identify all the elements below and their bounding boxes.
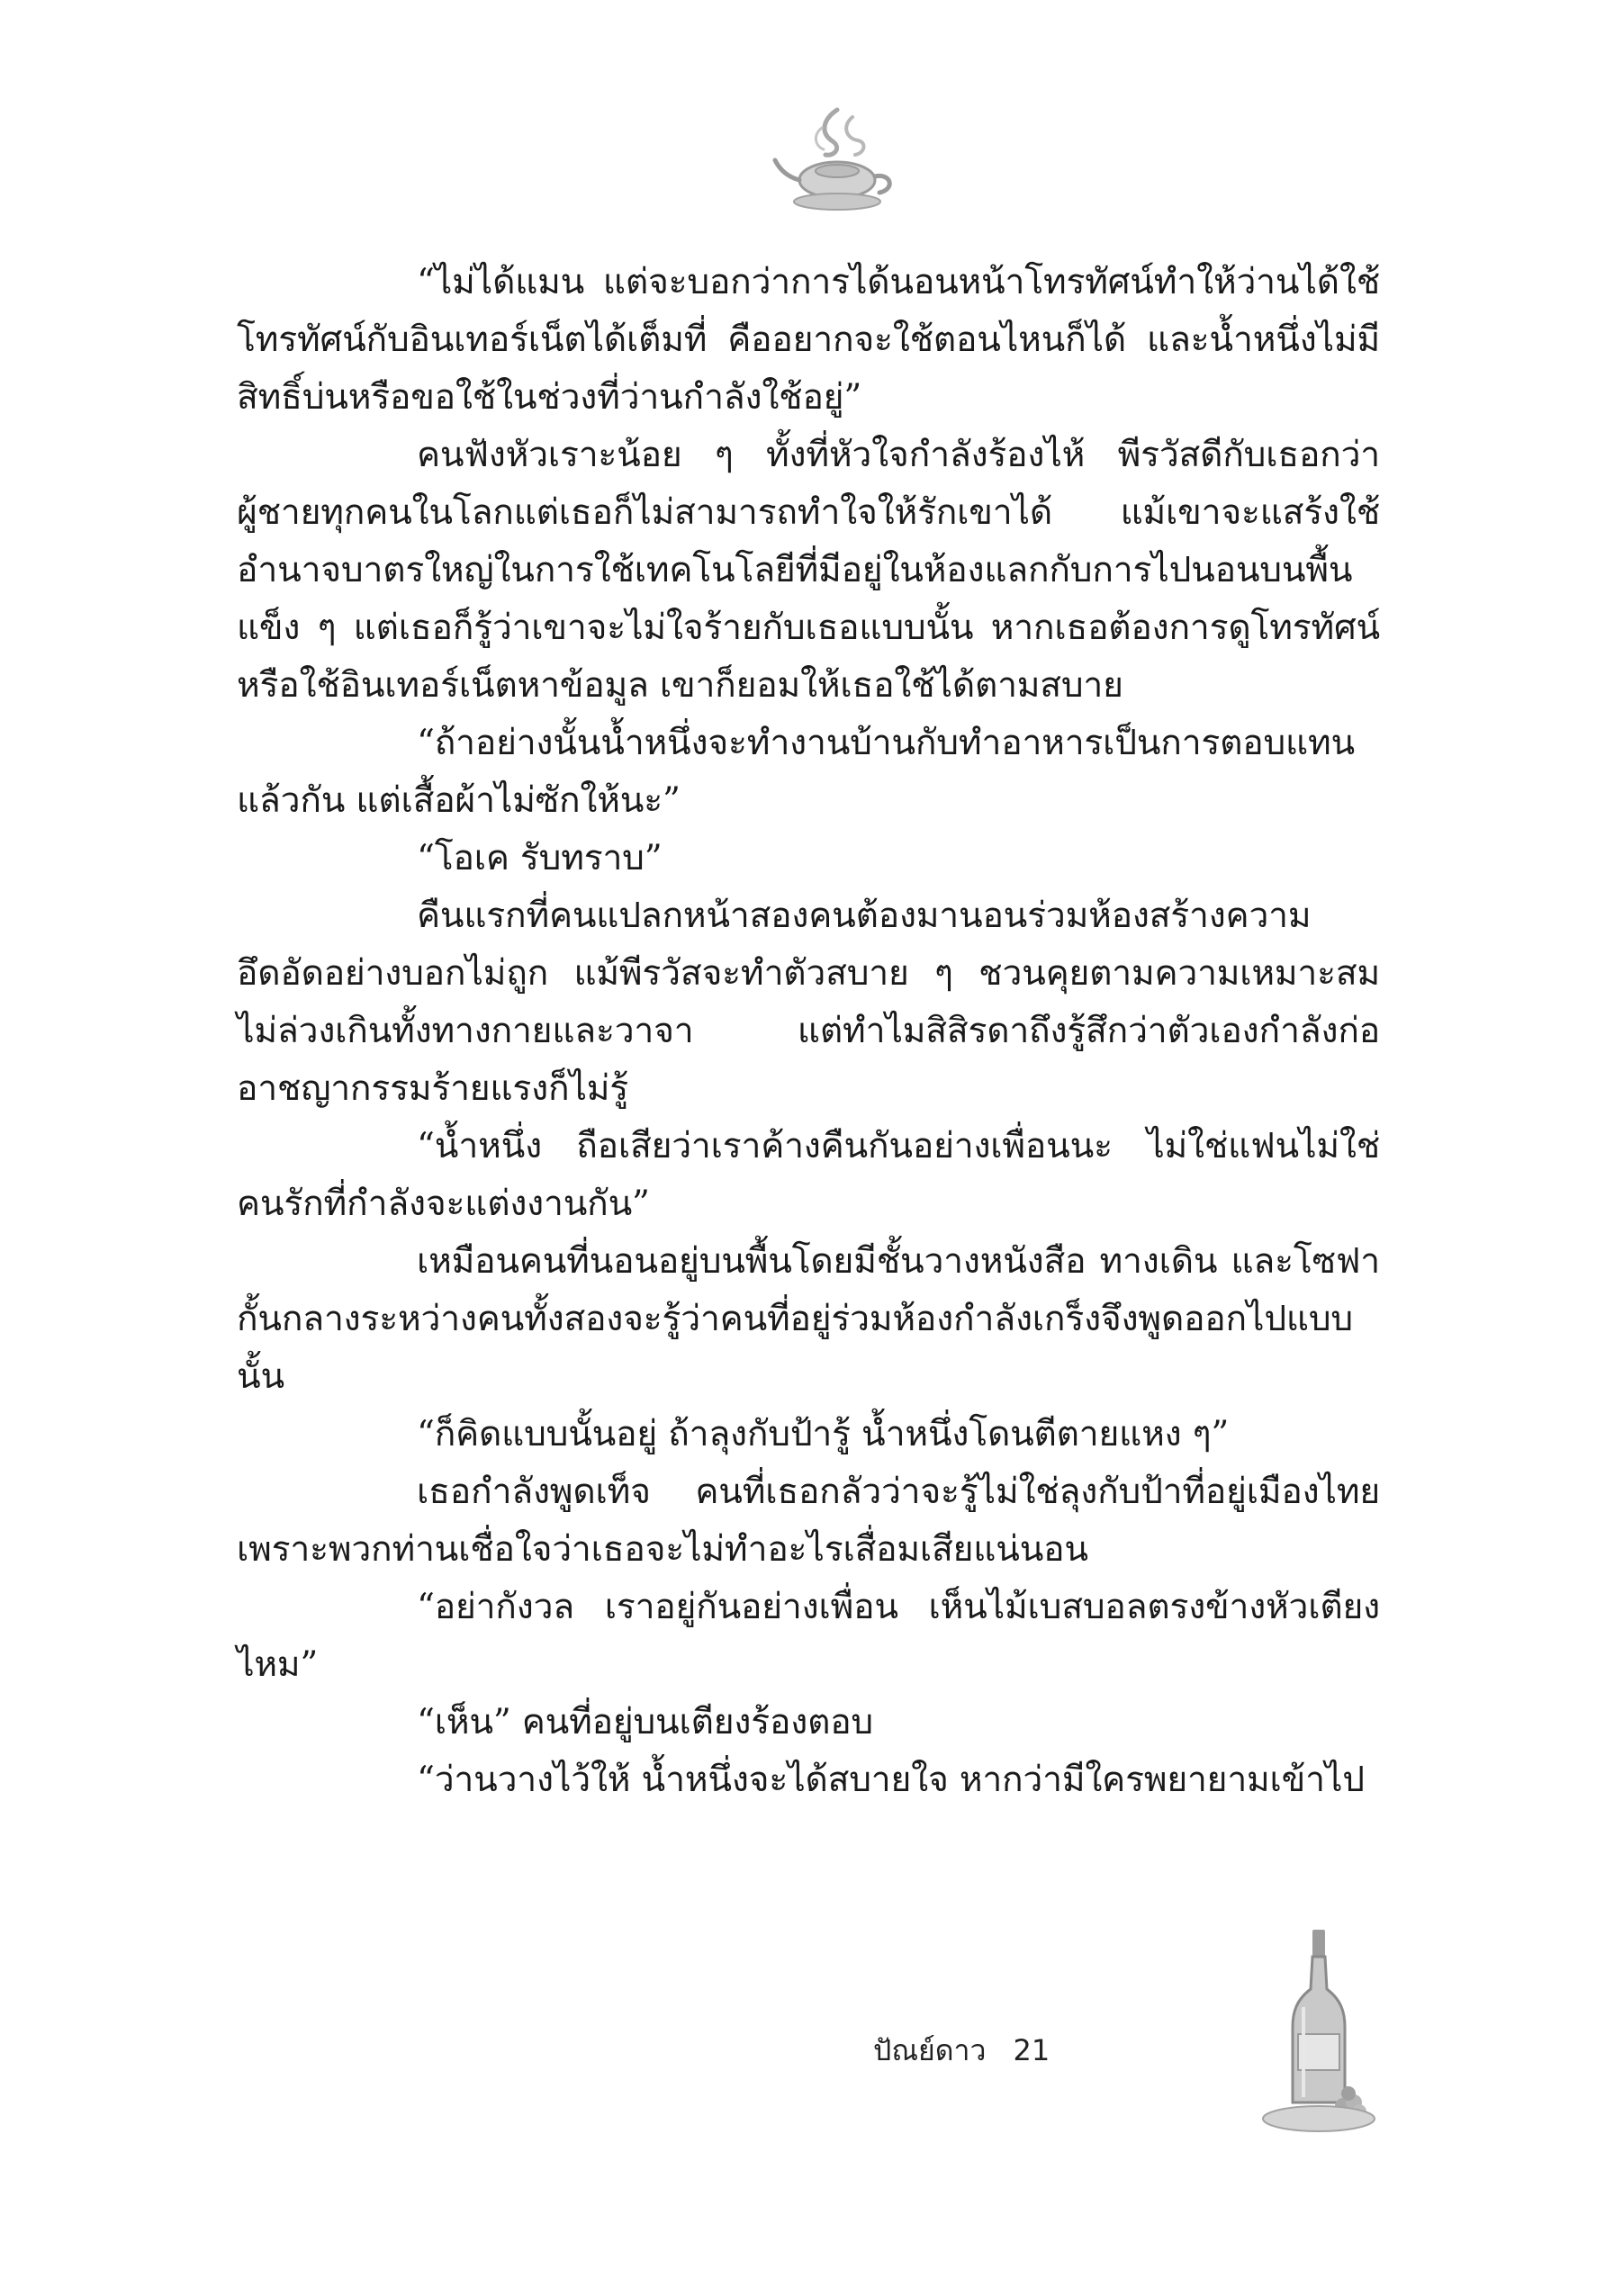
paragraph: เธอกำลังพูดเท็จ คนที่เธอกลัวว่าจะรู้ไม่ใช่ลุงกับป้าที่อยู่เมืองไทยเพราะพวกท่านเชื่อใจว่าเธอจะไม่ทำอะไรเสื่อมเสียแน่นอน xyxy=(237,1472,1380,1570)
paragraph: คืนแรกที่คนแปลกหน้าสองคนต้องมานอนร่วมห้องสร้างความอึดอัดอย่างบอกไม่ถูก แม้พีรวัสจะทำตัวสบาย ๆ ชวนคุยตามความเหมาะสม ไม่ล่วงเกินทั้งทางกายและวาจา แต่ทำไมสิสิรดาถึงรู้สึกว่าตัวเองกำลังก่ออาชญากรรมร้ายแรงก็ไม่รู้ xyxy=(237,896,1380,1109)
body-text xyxy=(237,254,1380,1809)
paragraph: คนฟังหัวเราะน้อย ๆ ทั้งที่หัวใจกำลังร้องไห้ พีรวัสดีกับเธอกว่าผู้ชายทุกคนในโลกแต่เธอก็ไม่สามารถทำใจให้รักเขาได้ แม้เขาจะแสร้งใช้อำนาจบาตรใหญ่ในการใช้เทคโนโลยีที่มีอยู่ในห้องแลกกับการไปนอนบนพื้นแข็ง ๆ แต่เธอก็รู้ว่าเขาจะไม่ใจร้ายกับเธอแบบนั้น หากเธอต้องการดูโทรทัศน์หรือใช้อินเทอร์เน็ตหาข้อมูล เขาก็ยอมให้เธอใช้ได้ตามสบาย xyxy=(237,435,1380,706)
paragraph: “เห็น” คนที่อยู่บนเตียงร้องตอบ xyxy=(417,1702,873,1742)
paragraph: “ไม่ได้แมน แต่จะบอกว่าการได้นอนหน้าโทรทัศน์ทำให้ว่านได้ใช้โทรทัศน์กับอินเทอร์เน็ตได้เต็มที่ คืออยากจะใช้ตอนไหนก็ได้ และน้ำหนึ่งไม่มีสิทธิ์บ่นหรือขอใช้ในช่วงที่ว่านกำลังใช้อยู่” xyxy=(237,262,1380,418)
paragraph: “อย่ากังวล เราอยู่กันอย่างเพื่อน เห็นไม้เบสบอลตรงข้างหัวเตียงไหม” xyxy=(237,1587,1380,1685)
page-footer xyxy=(873,2023,1050,2077)
footer-author: ปัณย์ดาว xyxy=(873,2032,987,2067)
wine-bottle-ornament-icon xyxy=(1260,1926,1377,2142)
paragraph: เหมือนคนที่นอนอยู่บนพื้นโดยมีชั้นวางหนังสือ ทางเดิน และโซฟากั้นกลางระหว่างคนทั้งสองจะรู้ว่าคนที่อยู่ร่วมห้องกำลังเกร็งจึงพูดออกไปแบบนั้น xyxy=(237,1241,1380,1397)
paragraph: “ถ้าอย่างนั้นน้ำหนึ่งจะทำงานบ้านกับทำอาหารเป็นการตอบแทนแล้วกัน แต่เสื้อผ้าไม่ซักให้นะ” xyxy=(237,723,1355,821)
teapot-ornament-icon xyxy=(770,101,905,218)
paragraph: “ก็คิดแบบนั้นอยู่ ถ้าลุงกับป้ารู้ น้ำหนึ่งโดนตีตายแหง ๆ” xyxy=(417,1414,1230,1454)
paragraph: “น้ำหนึ่ง ถือเสียว่าเราค้างคืนกันอย่างเพื่อนนะ ไม่ใช่แฟนไม่ใช่คนรักที่กำลังจะแต่งงานกัน” xyxy=(237,1126,1380,1224)
page-number: 21 xyxy=(1013,2033,1050,2067)
paragraph: “โอเค รับทราบ” xyxy=(417,838,663,878)
paragraph: “ว่านวางไว้ให้ น้ำหนึ่งจะได้สบายใจ หากว่ามีใครพยายามเข้าไป xyxy=(417,1760,1365,1800)
